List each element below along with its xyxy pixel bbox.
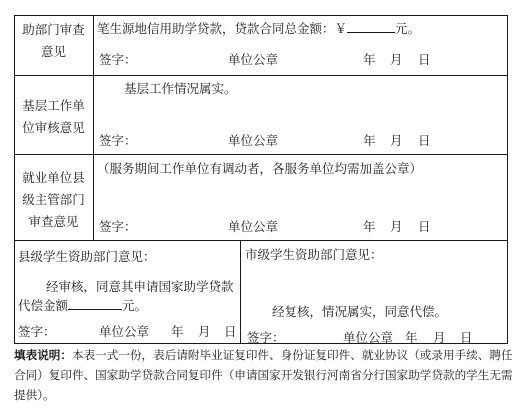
table-border-right [507,15,508,344]
unit-seal-label: 单位公章 [343,330,394,345]
work-status-text: 基层工作情况属实。 [124,81,237,96]
row-label-line: 级主管部门 [22,192,85,207]
county-approval-text: 经审核，同意其申请国家助学贷款 [46,279,234,294]
date-month: 月 [390,133,403,148]
compensation-amount-unit: 元。 [122,298,148,313]
compensation-amount-label: 代偿金额 [18,298,69,313]
row-label [14,20,93,60]
table-border-top [14,15,508,16]
date-month: 月 [390,52,403,67]
signature-label: 签字： [99,133,137,148]
label-column-divider [93,15,94,241]
compensation-amount-blank[interactable] [68,297,122,310]
compensation-amount [18,296,147,314]
date-year: 年 [363,133,376,148]
date-day: 日 [418,219,431,234]
transfer-seal-note: （服务期间工作单位有调动者，各服务单位均需加盖公章） [97,161,423,176]
row-label-line: 就业单位县 [22,170,85,185]
date-month: 月 [390,219,403,234]
date-day: 日 [418,133,431,148]
county-title: 县级学生资助部门意见： [18,249,156,264]
row-divider [14,154,508,155]
city-title: 市级学生资助部门意见： [245,247,383,262]
loan-amount-text: 笔生源地信用助学贷款，贷款合同总金额：￥ [97,21,348,36]
date-day: 日 [418,52,431,67]
bottom-column-divider [240,240,241,344]
signature-label: 签字： [18,324,56,339]
date-day: 日 [460,330,473,345]
loan-amount-statement [97,19,420,37]
unit-seal-label: 单位公章 [99,324,150,339]
loan-amount-blank[interactable] [347,20,395,33]
loan-amount-unit: 元。 [395,21,421,36]
date-year: 年 [405,330,418,345]
row-label-line: 意见 [40,44,66,59]
city-approval-text: 经复核，情况属实，同意代偿。 [272,304,448,319]
row-label-line: 基层工作单 [22,98,85,113]
date-month: 月 [198,324,211,339]
unit-seal-label: 单位公章 [228,52,279,67]
date-year: 年 [363,219,376,234]
row-label-line: 位审核意见 [22,120,85,135]
row-label [14,168,93,230]
signature-label: 签字： [99,219,137,234]
row-label-line: 助部门审查 [22,22,85,37]
instructions-label: 填表说明： [14,348,72,362]
row-divider [14,240,508,241]
date-year: 年 [363,52,376,67]
signature-label: 签字： [247,330,285,345]
row-label-line: 审查意见 [28,214,79,229]
signature-label: 签字： [99,52,137,67]
form-instructions [14,345,514,405]
row-divider [14,75,508,76]
date-day: 日 [224,324,237,339]
unit-seal-label: 单位公章 [228,219,279,234]
instructions-text: 本表一式一份，表后请附毕业证复印件、身份证复印件、就业协议（或录用手续、聘任合同）复印件、国家助学贷款合同复印件（申请国家开发银行河南省分行国家助学贷款的学生无需提供）。 [14,348,513,402]
date-year: 年 [171,324,184,339]
row-label [14,96,93,136]
unit-seal-label: 单位公章 [228,133,279,148]
date-month: 月 [433,330,446,345]
